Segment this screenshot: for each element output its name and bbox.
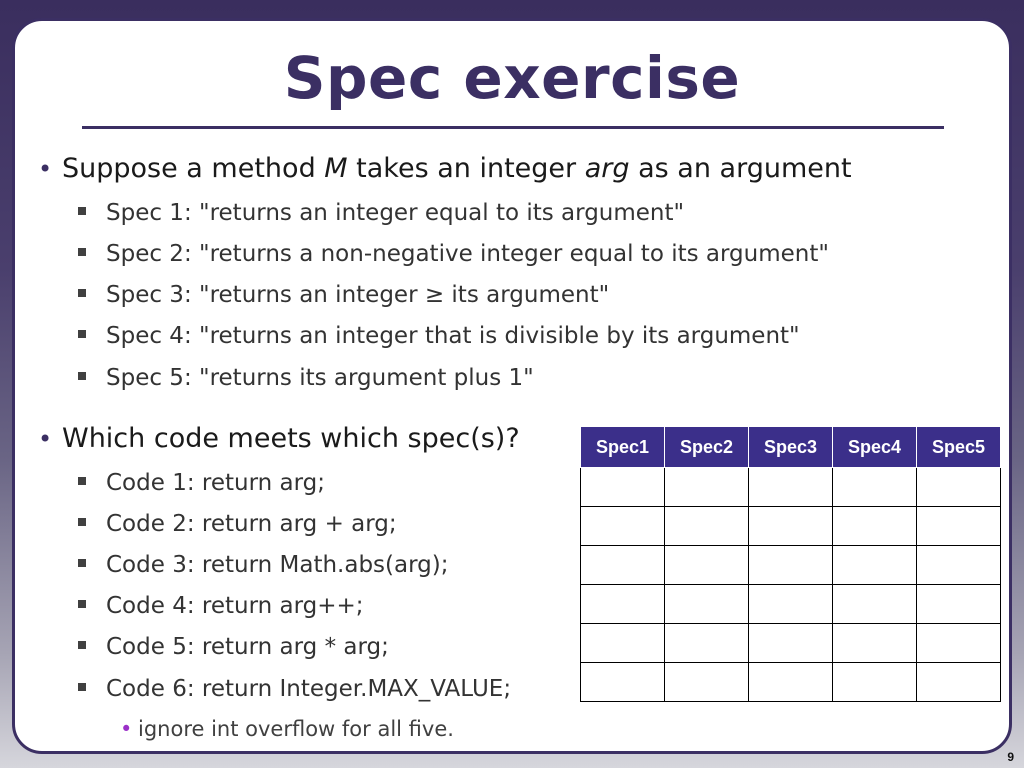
code-item [78,470,325,496]
table-cell [917,507,1001,546]
spec-item [78,200,684,226]
table-cell [917,624,1001,663]
column-header-spec4: Spec4 [833,427,917,468]
table-cell [581,546,665,585]
square-bullet-icon [78,600,86,608]
spec-code-table [580,426,1001,702]
spec-text: Spec 2: "returns a non-negative integer equal to its argument" [106,241,829,267]
square-bullet-icon [78,289,86,297]
code-text: Code 5: return arg * arg; [106,634,389,660]
table-cell [833,585,917,624]
column-header-spec1: Spec1 [581,427,665,468]
code-item [78,676,511,702]
table-cell [749,507,833,546]
table-cell [833,507,917,546]
page-number: 9 [1007,750,1014,764]
bullet-dot-icon: • [38,425,53,453]
bullet-text: Suppose a method [62,153,325,184]
spec-text: Spec 5: "returns its argument plus 1" [106,365,534,391]
square-bullet-icon [78,330,86,338]
table-cell [917,468,1001,507]
overflow-note [120,717,454,741]
table-cell [749,663,833,702]
square-bullet-icon [78,683,86,691]
table-row [581,468,1001,507]
table-cell [581,624,665,663]
note-text: ignore int overflow for all five. [138,717,454,741]
spec-text: Spec 1: "returns an integer equal to its argument" [106,200,685,226]
bullet-dot-icon: • [38,155,53,183]
table-cell [917,546,1001,585]
table-cell [749,546,833,585]
method-name: M [324,153,348,184]
table-row [581,624,1001,663]
table-cell [665,507,749,546]
table-header-row [581,427,1001,468]
spec-item [78,323,800,349]
table-row [581,585,1001,624]
table-cell [581,585,665,624]
square-bullet-icon [78,641,86,649]
spec-item [78,282,609,308]
square-bullet-icon [78,518,86,526]
table-cell [581,507,665,546]
column-header-spec3: Spec3 [749,427,833,468]
code-text: Code 3: return Math.abs(arg); [106,552,449,578]
table-cell [665,585,749,624]
argument-name: arg [584,153,630,184]
title-divider [82,126,944,129]
table-cell [581,663,665,702]
bullet-which-code [38,423,520,454]
code-text: Code 2: return arg + arg; [106,511,397,537]
table-cell [917,585,1001,624]
code-text: Code 1: return arg; [106,470,326,496]
spec-text: Spec 4: "returns an integer that is divisible by its argument" [106,323,800,349]
table-row [581,546,1001,585]
table-cell [581,468,665,507]
sub-bullet-dot-icon: • [120,717,133,741]
table-row [581,507,1001,546]
table-cell [917,663,1001,702]
table-cell [665,546,749,585]
table-row [581,663,1001,702]
bullet-text: Which code meets which spec(s)? [62,423,520,454]
bullet-method-description [38,153,852,184]
square-bullet-icon [78,207,86,215]
spec-item [78,241,829,267]
column-header-spec2: Spec2 [665,427,749,468]
square-bullet-icon [78,477,86,485]
code-text: Code 6: return Integer.MAX_VALUE; [106,676,512,702]
spec-item [78,365,534,391]
table-cell [665,663,749,702]
table-cell [749,624,833,663]
code-item [78,593,364,619]
square-bullet-icon [78,372,86,380]
code-item [78,552,448,578]
spec-text: Spec 3: "returns an integer ≥ its argument" [106,282,610,308]
square-bullet-icon [78,559,86,567]
table-cell [749,585,833,624]
code-item [78,511,397,537]
bullet-text: as an argument [629,153,852,184]
table-cell [833,546,917,585]
table-cell [833,624,917,663]
table-cell [665,624,749,663]
code-item [78,634,389,660]
slide-title: Spec exercise [283,44,741,112]
square-bullet-icon [78,248,86,256]
bullet-text: takes an integer [347,153,585,184]
table-cell [749,468,833,507]
code-text: Code 4: return arg++; [106,593,364,619]
table-cell [833,663,917,702]
table-cell [665,468,749,507]
table-cell [833,468,917,507]
column-header-spec5: Spec5 [917,427,1001,468]
